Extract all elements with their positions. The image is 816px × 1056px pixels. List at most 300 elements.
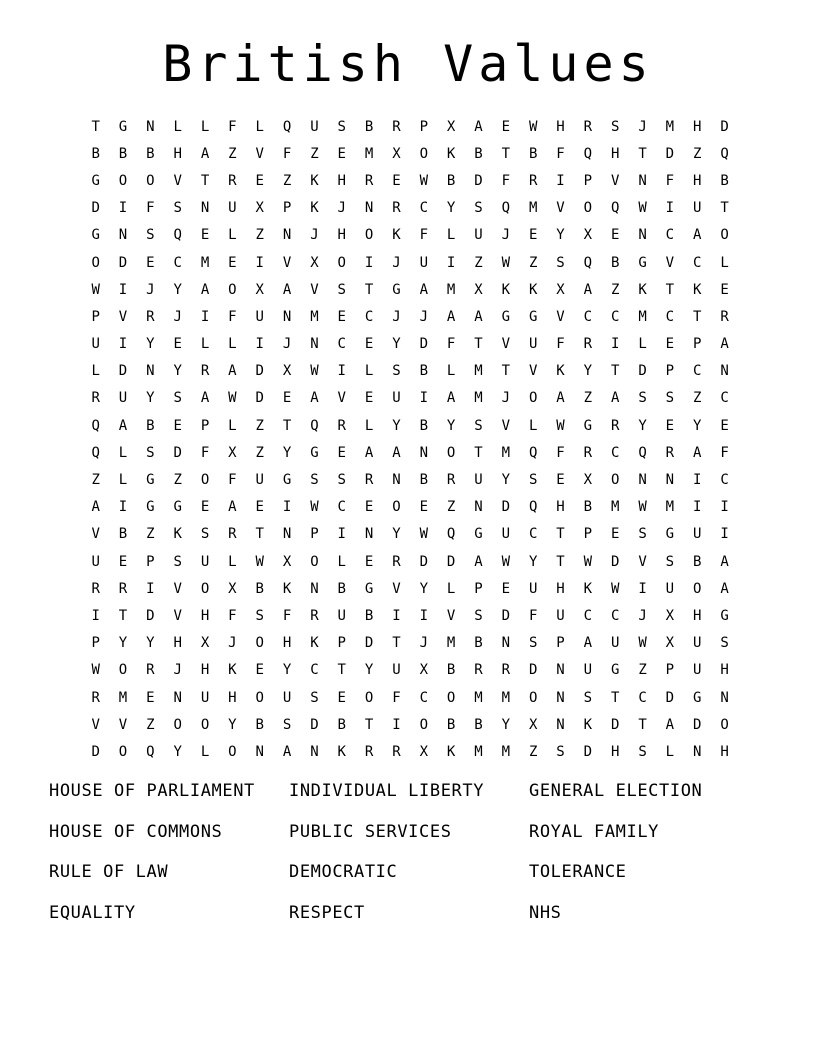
grid-letter: T xyxy=(720,200,729,217)
grid-row xyxy=(82,684,738,711)
grid-letter: R xyxy=(528,172,538,189)
grid-letter: N xyxy=(638,227,647,244)
grid-letter: R xyxy=(583,336,593,353)
grid-letter: O xyxy=(255,635,264,652)
grid-letter: I xyxy=(337,526,346,543)
grid-letter: I xyxy=(610,336,620,353)
grid-letter: E xyxy=(501,580,511,597)
grid-letter: A xyxy=(419,281,429,298)
grid-letter: U xyxy=(556,607,565,624)
grid-letter: E xyxy=(337,145,346,162)
grid-letter: J xyxy=(501,227,511,244)
grid-letter: D xyxy=(255,363,264,380)
grid-letter: Y xyxy=(364,662,374,679)
grid-letter: M xyxy=(446,281,456,298)
grid-letter: O xyxy=(228,743,237,760)
grid-letter: C xyxy=(528,526,538,543)
grid-letter: E xyxy=(665,417,675,434)
grid-letter: Y xyxy=(392,336,401,353)
grid-letter: A xyxy=(583,635,593,652)
grid-row xyxy=(82,711,738,738)
grid-letter: H xyxy=(200,607,210,624)
grid-row xyxy=(82,575,738,602)
grid-letter: G xyxy=(91,227,100,244)
grid-letter: I xyxy=(282,499,292,516)
grid-letter: A xyxy=(228,363,237,380)
grid-letter: B xyxy=(419,472,429,489)
grid-letter: E xyxy=(173,336,182,353)
grid-letter: L xyxy=(720,254,729,271)
grid-letter: O xyxy=(364,227,374,244)
grid-letter: M xyxy=(501,689,511,706)
grid-letter: X xyxy=(282,363,292,380)
grid-letter: Q xyxy=(146,743,155,760)
grid-letter: R xyxy=(91,689,100,706)
grid-letter: Y xyxy=(583,363,593,380)
grid-letter: O xyxy=(610,472,620,489)
grid-letter: H xyxy=(173,635,182,652)
grid-letter: E xyxy=(556,472,565,489)
grid-letter: V xyxy=(310,281,319,298)
grid-letter: E xyxy=(337,444,346,461)
grid-letter: N xyxy=(556,716,565,733)
grid-letter: R xyxy=(501,662,511,679)
grid-letter: Y xyxy=(118,635,128,652)
grid-letter: E xyxy=(364,336,374,353)
grid-letter: N xyxy=(118,227,128,244)
grid-letter: H xyxy=(556,499,565,516)
grid-letter: I xyxy=(720,499,729,516)
grid-letter: M xyxy=(474,743,483,760)
grid-letter: A xyxy=(446,308,456,325)
grid-letter: F xyxy=(556,444,565,461)
grid-letter: T xyxy=(392,635,401,652)
grid-letter: Z xyxy=(255,227,264,244)
grid-letter: F xyxy=(282,607,292,624)
word-list-item: DEMOCRATIC xyxy=(289,862,398,882)
grid-letter: O xyxy=(446,689,456,706)
grid-letter: J xyxy=(501,390,511,407)
grid-letter: A xyxy=(91,499,100,516)
grid-letter: D xyxy=(693,716,702,733)
grid-letter: E xyxy=(665,336,675,353)
grid-letter: O xyxy=(200,472,210,489)
grid-letter: O xyxy=(693,580,702,597)
grid-letter: L xyxy=(200,743,210,760)
grid-letter: E xyxy=(419,499,429,516)
grid-letter: Z xyxy=(638,662,647,679)
word-list-item: RULE OF LAW xyxy=(49,862,169,882)
word-list-item: ROYAL FAMILY xyxy=(529,821,660,842)
grid-letter: G xyxy=(528,308,538,325)
grid-letter: H xyxy=(337,227,346,244)
grid-letter: P xyxy=(91,635,100,652)
grid-letter: S xyxy=(146,227,155,244)
grid-letter: N xyxy=(282,227,292,244)
grid-letter: O xyxy=(583,200,593,217)
grid-letter: N xyxy=(146,118,155,135)
grid-letter: N xyxy=(146,363,155,380)
grid-letter: S xyxy=(665,553,675,570)
grid-letter: I xyxy=(693,472,702,489)
grid-letter: T xyxy=(610,363,620,380)
grid-letter: X xyxy=(474,281,483,298)
word-list-item: INDIVIDUAL LIBERTY xyxy=(289,781,485,801)
grid-letter: D xyxy=(665,145,675,162)
grid-letter: L xyxy=(638,336,647,353)
grid-letter: Z xyxy=(446,499,456,516)
grid-letter: U xyxy=(528,336,538,353)
grid-letter: I xyxy=(446,254,456,271)
grid-letter: A xyxy=(228,499,237,516)
grid-letter: K xyxy=(638,281,647,298)
grid-letter: M xyxy=(665,499,675,516)
grid-letter: E xyxy=(337,308,346,325)
grid-letter: O xyxy=(200,716,210,733)
grid-letter: S xyxy=(173,200,182,217)
grid-letter: T xyxy=(255,526,264,543)
grid-letter: U xyxy=(255,308,264,325)
grid-letter: D xyxy=(419,336,429,353)
grid-letter: T xyxy=(638,145,647,162)
grid-letter: P xyxy=(419,118,429,135)
grid-letter: K xyxy=(446,743,456,760)
grid-letter: U xyxy=(693,635,702,652)
grid-letter: N xyxy=(665,472,675,489)
grid-letter: R xyxy=(720,308,729,325)
grid-letter: A xyxy=(720,336,729,353)
grid-letter: E xyxy=(364,390,374,407)
grid-letter: B xyxy=(364,118,374,135)
grid-letter: K xyxy=(310,200,319,217)
grid-letter: D xyxy=(146,607,155,624)
grid-letter: N xyxy=(364,200,374,217)
grid-letter: X xyxy=(200,635,210,652)
grid-letter: R xyxy=(146,308,155,325)
grid-letter: E xyxy=(720,417,729,434)
grid-letter: S xyxy=(474,200,483,217)
grid-letter: Y xyxy=(501,716,511,733)
grid-letter: H xyxy=(693,172,702,189)
grid-letter: J xyxy=(310,227,319,244)
grid-letter: V xyxy=(501,417,511,434)
grid-letter: Z xyxy=(693,145,702,162)
grid-letter: I xyxy=(118,281,128,298)
grid-letter: U xyxy=(610,635,620,652)
grid-letter: W xyxy=(583,553,593,570)
grid-letter: U xyxy=(310,118,319,135)
grid-letter: O xyxy=(228,281,237,298)
grid-letter: Z xyxy=(146,716,155,733)
grid-letter: R xyxy=(146,662,155,679)
grid-letter: W xyxy=(91,662,100,679)
grid-letter: V xyxy=(91,716,100,733)
grid-letter: V xyxy=(528,363,538,380)
grid-letter: W xyxy=(610,580,620,597)
grid-letter: S xyxy=(337,472,346,489)
grid-letter: A xyxy=(693,444,702,461)
grid-letter: G xyxy=(720,607,729,624)
grid-letter: P xyxy=(474,580,483,597)
grid-letter: D xyxy=(474,172,483,189)
grid-letter: N xyxy=(720,689,729,706)
grid-letter: I xyxy=(118,336,128,353)
grid-letter: Y xyxy=(146,635,155,652)
grid-letter: Q xyxy=(583,145,593,162)
grid-letter: U xyxy=(228,200,237,217)
grid-letter: M xyxy=(364,145,374,162)
grid-letter: U xyxy=(693,200,702,217)
grid-letter: Y xyxy=(228,716,237,733)
grid-letter: E xyxy=(720,281,729,298)
grid-letter: E xyxy=(501,118,511,135)
grid-letter: D xyxy=(173,444,182,461)
grid-letter: T xyxy=(556,526,565,543)
grid-letter: W xyxy=(638,499,647,516)
grid-letter: T xyxy=(501,363,511,380)
grid-letter: I xyxy=(91,607,100,624)
grid-letter: P xyxy=(583,172,593,189)
grid-letter: S xyxy=(583,689,593,706)
grid-letter: R xyxy=(446,472,456,489)
grid-letter: U xyxy=(282,689,292,706)
grid-letter: Z xyxy=(610,281,620,298)
grid-letter: A xyxy=(392,444,401,461)
grid-letter: W xyxy=(310,363,319,380)
grid-letter: E xyxy=(364,553,374,570)
grid-letter: S xyxy=(665,390,675,407)
grid-letter: F xyxy=(228,118,237,135)
grid-letter: N xyxy=(200,200,210,217)
grid-row xyxy=(82,630,738,657)
grid-letter: R xyxy=(364,172,374,189)
grid-letter: Z xyxy=(583,390,593,407)
grid-letter: P xyxy=(310,526,319,543)
grid-letter: F xyxy=(419,227,429,244)
grid-letter: M xyxy=(200,254,210,271)
grid-letter: X xyxy=(228,444,237,461)
grid-letter: Y xyxy=(556,227,565,244)
grid-letter: N xyxy=(638,472,647,489)
grid-letter: M xyxy=(118,689,128,706)
grid-letter: N xyxy=(638,172,647,189)
grid-letter: V xyxy=(556,308,565,325)
grid-letter: L xyxy=(446,580,456,597)
grid-letter: A xyxy=(282,281,292,298)
grid-letter: X xyxy=(419,662,429,679)
grid-letter: O xyxy=(118,172,128,189)
grid-letter: Y xyxy=(392,526,401,543)
grid-letter: D xyxy=(91,200,100,217)
grid-row xyxy=(82,276,738,303)
grid-letter: V xyxy=(91,526,100,543)
grid-letter: Z xyxy=(91,472,100,489)
letter-grid xyxy=(82,113,738,766)
grid-letter: H xyxy=(693,607,702,624)
grid-letter: S xyxy=(638,526,647,543)
grid-letter: L xyxy=(665,743,675,760)
grid-letter: W xyxy=(638,635,647,652)
grid-letter: S xyxy=(556,743,565,760)
grid-letter: S xyxy=(528,472,538,489)
grid-letter: Q xyxy=(173,227,182,244)
grid-letter: S xyxy=(146,444,155,461)
grid-letter: Q xyxy=(720,145,729,162)
grid-letter: J xyxy=(392,308,401,325)
grid-letter: L xyxy=(528,417,538,434)
grid-row xyxy=(82,303,738,330)
grid-letter: G xyxy=(665,526,675,543)
grid-letter: B xyxy=(474,145,483,162)
grid-letter: O xyxy=(310,553,319,570)
grid-letter: Y xyxy=(173,363,182,380)
grid-letter: K xyxy=(446,145,456,162)
grid-letter: G xyxy=(693,689,702,706)
grid-letter: S xyxy=(282,716,292,733)
grid-letter: I xyxy=(556,172,565,189)
grid-letter: A xyxy=(474,308,483,325)
grid-letter: D xyxy=(446,553,456,570)
grid-letter: B xyxy=(583,499,593,516)
grid-letter: C xyxy=(693,363,702,380)
grid-letter: N xyxy=(282,308,292,325)
grid-letter: T xyxy=(474,336,483,353)
grid-letter: H xyxy=(610,145,620,162)
grid-letter: A xyxy=(118,417,128,434)
grid-letter: B xyxy=(118,526,128,543)
grid-letter: U xyxy=(501,526,511,543)
grid-letter: D xyxy=(720,118,729,135)
grid-letter: S xyxy=(392,363,401,380)
grid-letter: N xyxy=(310,580,319,597)
grid-letter: K xyxy=(528,281,538,298)
grid-letter: Q xyxy=(610,200,620,217)
grid-letter: T xyxy=(556,553,565,570)
grid-letter: O xyxy=(528,689,538,706)
grid-letter: H xyxy=(720,662,729,679)
grid-letter: S xyxy=(638,743,647,760)
grid-letter: B xyxy=(118,145,128,162)
grid-letter: U xyxy=(392,662,401,679)
grid-letter: R xyxy=(228,172,237,189)
grid-letter: Z xyxy=(228,145,237,162)
grid-letter: V xyxy=(118,308,128,325)
grid-letter: N xyxy=(474,499,483,516)
grid-letter: K xyxy=(310,635,319,652)
grid-letter: Q xyxy=(282,118,292,135)
grid-letter: B xyxy=(446,716,456,733)
grid-letter: L xyxy=(200,118,210,135)
grid-letter: Z xyxy=(693,390,702,407)
grid-letter: H xyxy=(556,118,565,135)
grid-letter: N xyxy=(255,743,264,760)
grid-letter: G xyxy=(146,472,155,489)
grid-letter: E xyxy=(528,227,538,244)
grid-letter: L xyxy=(173,118,182,135)
grid-letter: K xyxy=(501,281,511,298)
grid-letter: K xyxy=(310,172,319,189)
grid-letter: C xyxy=(173,254,182,271)
grid-row xyxy=(82,466,738,493)
grid-row xyxy=(82,385,738,412)
grid-letter: T xyxy=(610,689,620,706)
grid-letter: O xyxy=(720,716,729,733)
grid-letter: L xyxy=(228,417,237,434)
grid-letter: R xyxy=(392,553,401,570)
grid-letter: F xyxy=(720,444,729,461)
grid-letter: G xyxy=(364,580,374,597)
grid-letter: Q xyxy=(91,417,100,434)
grid-letter: D xyxy=(118,363,128,380)
grid-letter: B xyxy=(337,716,346,733)
grid-letter: R xyxy=(392,743,401,760)
grid-letter: B xyxy=(337,580,346,597)
grid-letter: A xyxy=(310,390,319,407)
grid-letter: A xyxy=(583,281,593,298)
grid-letter: A xyxy=(474,118,483,135)
grid-letter: K xyxy=(583,716,593,733)
grid-row xyxy=(82,249,738,276)
grid-letter: K xyxy=(228,662,237,679)
grid-letter: B xyxy=(419,417,429,434)
grid-letter: O xyxy=(146,172,155,189)
grid-letter: R xyxy=(583,118,593,135)
grid-letter: Q xyxy=(446,526,456,543)
grid-letter: H xyxy=(720,743,729,760)
grid-letter: C xyxy=(364,308,374,325)
grid-letter: C xyxy=(610,607,620,624)
grid-letter: D xyxy=(255,390,264,407)
grid-letter: Q xyxy=(583,254,593,271)
grid-letter: W xyxy=(419,526,429,543)
grid-letter: R xyxy=(364,472,374,489)
grid-letter: B xyxy=(474,635,483,652)
grid-letter: Z xyxy=(528,743,538,760)
grid-letter: L xyxy=(364,363,374,380)
grid-letter: C xyxy=(610,444,620,461)
grid-row xyxy=(82,548,738,575)
word-list-item: GENERAL ELECTION xyxy=(529,781,703,801)
grid-letter: Y xyxy=(173,281,182,298)
grid-letter: X xyxy=(282,553,292,570)
grid-letter: O xyxy=(419,145,429,162)
grid-letter: H xyxy=(200,662,210,679)
grid-letter: W xyxy=(528,118,538,135)
page-title: British Values xyxy=(162,35,654,93)
grid-letter: I xyxy=(255,254,264,271)
grid-letter: B xyxy=(474,716,483,733)
grid-letter: C xyxy=(337,499,346,516)
grid-letter: W xyxy=(501,254,511,271)
grid-letter: E xyxy=(255,499,264,516)
grid-letter: G xyxy=(583,417,593,434)
grid-letter: Y xyxy=(528,553,538,570)
grid-letter: J xyxy=(173,662,182,679)
grid-letter: T xyxy=(282,417,292,434)
word-list xyxy=(49,779,769,941)
grid-letter: T xyxy=(364,281,374,298)
grid-row xyxy=(82,140,738,167)
grid-letter: G xyxy=(91,172,100,189)
grid-letter: F xyxy=(528,607,538,624)
grid-letter: Y xyxy=(446,417,456,434)
grid-letter: E xyxy=(337,689,346,706)
grid-letter: B xyxy=(610,254,620,271)
grid-letter: A xyxy=(720,580,729,597)
grid-letter: P xyxy=(583,526,593,543)
grid-letter: N xyxy=(310,336,319,353)
grid-letter: Y xyxy=(446,200,456,217)
